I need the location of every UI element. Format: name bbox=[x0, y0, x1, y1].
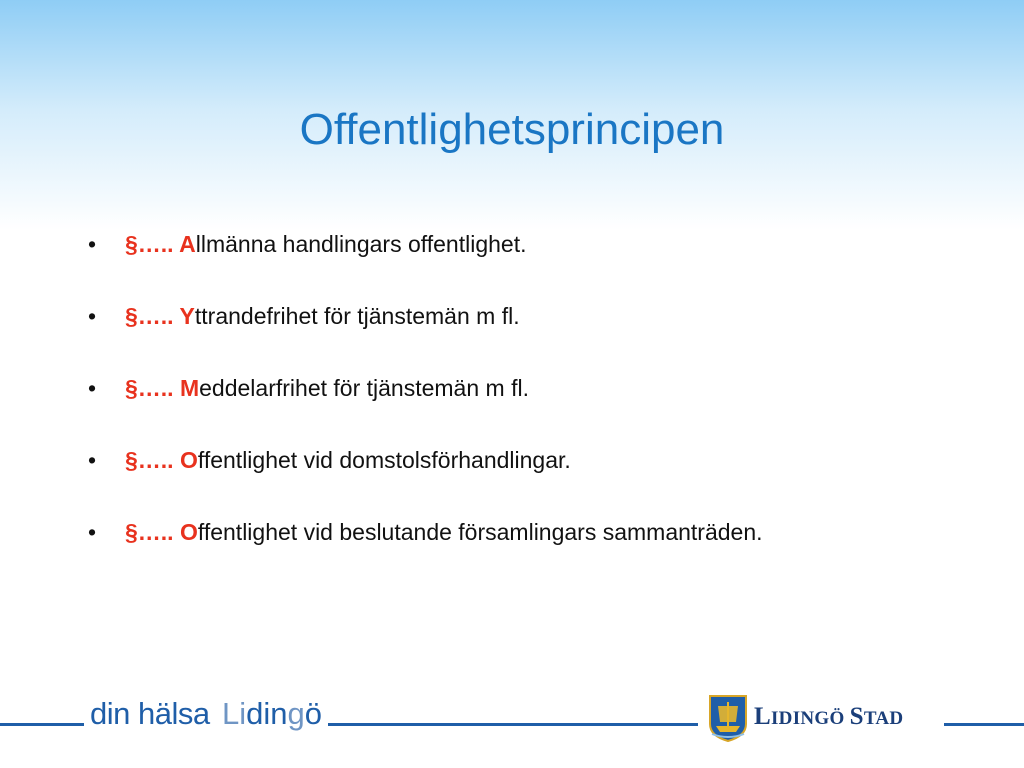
section-ref: §….. bbox=[125, 519, 180, 545]
bullet-rest: llmänna handlingars offentlighet. bbox=[195, 231, 527, 257]
wordmark-part: IDINGÖ bbox=[770, 708, 850, 729]
bullet-dot: • bbox=[88, 303, 97, 329]
bullet-dot: • bbox=[88, 447, 97, 473]
bullet-text bbox=[125, 298, 520, 335]
footer-line-left bbox=[0, 723, 84, 726]
wordmark-part: S bbox=[849, 703, 864, 730]
initial-letter: O bbox=[179, 447, 198, 473]
bullet-rest: ttrandefrihet för tjänstemän m fl. bbox=[194, 303, 520, 329]
bullet-dot: • bbox=[88, 375, 97, 401]
bullet-rest: ffentlighet vid beslutande församlingars sammanträden. bbox=[197, 519, 763, 545]
initial-letter: M bbox=[179, 375, 200, 401]
lidingo-wordmark bbox=[222, 696, 322, 732]
bullet-text bbox=[125, 370, 529, 407]
bullet-rest: eddelarfrihet för tjänstemän m fl. bbox=[199, 375, 529, 401]
section-ref: §….. bbox=[125, 231, 180, 257]
wordmark-part: L bbox=[754, 703, 771, 730]
din-halsa-brand: din hälsa bbox=[90, 696, 210, 731]
bullet-rest: ffentlighet vid domstolsförhandlingar. bbox=[197, 447, 571, 473]
wordmark-part: Li bbox=[222, 696, 247, 731]
wordmark-part: g bbox=[287, 696, 305, 731]
footer-line-middle bbox=[328, 723, 698, 726]
footer-line-right bbox=[944, 723, 1024, 726]
bullet-text bbox=[125, 514, 763, 551]
initial-letter: A bbox=[179, 231, 196, 257]
ship-shield-icon bbox=[708, 694, 748, 742]
wordmark-part: din bbox=[246, 696, 288, 731]
section-ref: §….. bbox=[125, 303, 180, 329]
section-ref: §….. bbox=[125, 447, 180, 473]
initial-letter: Y bbox=[179, 303, 195, 329]
initial-letter: O bbox=[179, 519, 198, 545]
bullet-dot: • bbox=[88, 231, 97, 257]
bullet-dot: • bbox=[88, 519, 97, 545]
lidingo-stad-brand bbox=[754, 703, 903, 731]
wordmark-part: ö bbox=[304, 696, 323, 731]
section-ref: §….. bbox=[125, 375, 180, 401]
bullet-text bbox=[125, 226, 526, 263]
bullet-text bbox=[125, 442, 571, 479]
slide-title: Offentlighetsprincipen bbox=[299, 105, 725, 154]
wordmark-part: TAD bbox=[863, 708, 904, 729]
